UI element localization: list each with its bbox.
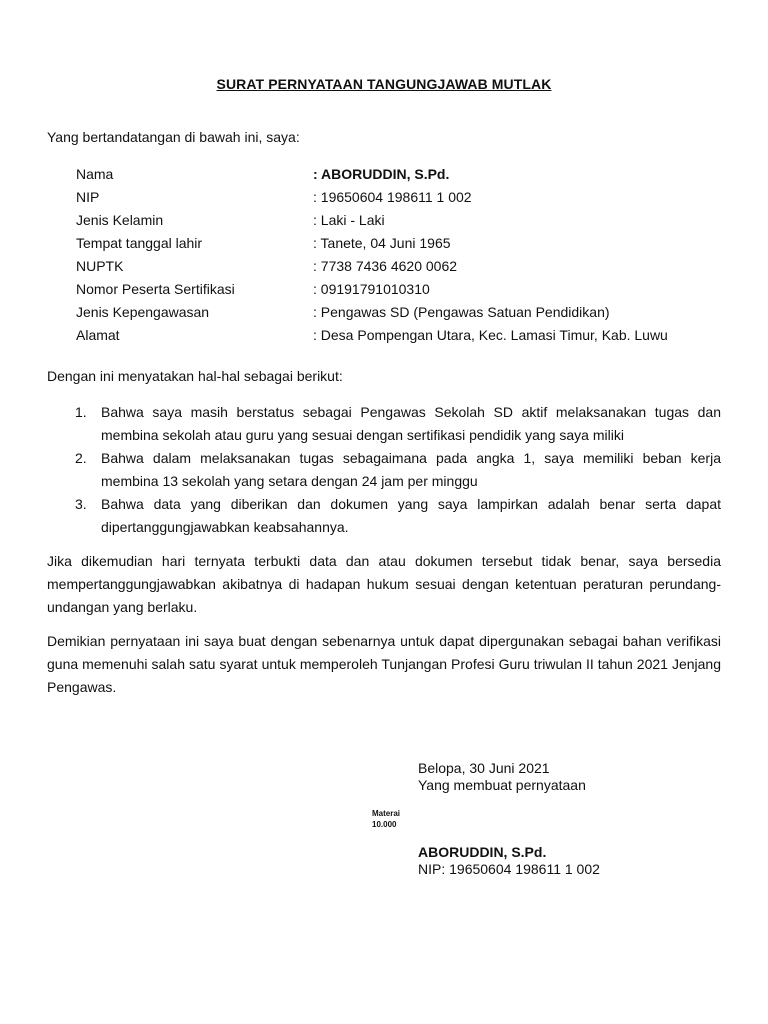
identity-value: : Tanete, 04 Juni 1965 — [313, 235, 451, 251]
signer-block — [418, 844, 600, 878]
identity-value: : Laki - Laki — [313, 212, 385, 228]
list-item — [75, 447, 721, 493]
identity-value: : ABORUDDIN, S.Pd. — [313, 166, 450, 182]
list-item — [75, 493, 721, 539]
identity-label: NIP — [76, 189, 100, 205]
identity-label: Jenis Kelamin — [76, 212, 164, 228]
closing-paragraph: Demikian pernyataan ini saya buat dengan sebenarnya untuk dapat dipergunakan sebagai bahan verifikasi guna memenuhi salah satu syarat untuk memperoleh Tunjangan Profesi Guru triwulan II tahun 2021 Jenjang Pengawas. — [47, 633, 721, 695]
list-number: 2. — [75, 450, 87, 466]
identity-label: Jenis Kepengawasan — [76, 304, 210, 320]
statement-list — [75, 401, 721, 539]
list-text: Bahwa saya masih berstatus sebagai Pengawas Sekolah SD aktif melaksanakan tugas dan membina sekolah atau guru yang sesuai dengan sertifikasi pendidik yang saya miliki — [101, 404, 721, 443]
identity-value: : 19650604 198611 1 002 — [313, 189, 472, 205]
materai-label: Materai — [372, 809, 401, 818]
identity-label: Alamat — [76, 327, 120, 343]
identity-label: Nomor Peserta Sertifikasi — [76, 281, 235, 297]
materai-value: 10.000 — [372, 820, 397, 829]
identity-label: NUPTK — [76, 258, 124, 274]
signature-header — [418, 760, 586, 794]
identity-value: : Desa Pompengan Utara, Kec. Lamasi Timur, Kab. Luwu — [313, 327, 668, 343]
signer-nip: NIP: 19650604 198611 1 002 — [418, 861, 600, 877]
identity-value: : Pengawas SD (Pengawas Satuan Pendidikan) — [313, 304, 610, 320]
statement-intro: Dengan ini menyatakan hal-hal sebagai berikut: — [47, 368, 343, 384]
document-title: SURAT PERNYATAAN TANGUNGJAWAB MUTLAK — [216, 76, 552, 92]
signature-caption: Yang membuat pernyataan — [418, 777, 586, 793]
identity-value: : 09191791010310 — [313, 281, 430, 297]
identity-value: : 7738 7436 4620 0062 — [313, 258, 458, 274]
identity-label: Tempat tanggal lahir — [76, 235, 203, 251]
place-date: Belopa, 30 Juni 2021 — [418, 760, 550, 776]
list-text: Bahwa dalam melaksanakan tugas sebagaimana pada angka 1, saya memiliki beban kerja membina 13 sekolah yang setara dengan 24 jam per minggu — [101, 450, 721, 489]
list-number: 1. — [75, 404, 87, 420]
list-text: Bahwa data yang diberikan dan dokumen yang saya lampirkan adalah benar serta dapat dipertanggungjawabkan keabsahannya. — [101, 496, 721, 535]
signer-name: ABORUDDIN, S.Pd. — [418, 844, 547, 860]
liability-paragraph: Jika dikemudian hari ternyata terbukti data dan atau dokumen tersebut tidak benar, saya bersedia mempertanggungjawabkan akibatnya di hadapan hukum sesuai dengan ketentuan peraturan perundang-undangan yang berlaku. — [47, 553, 721, 615]
list-number: 3. — [75, 496, 87, 512]
materai-stamp — [372, 808, 400, 830]
identity-label: Nama — [76, 166, 114, 182]
list-item — [75, 401, 721, 447]
intro-text: Yang bertandatangan di bawah ini, saya: — [47, 129, 300, 145]
